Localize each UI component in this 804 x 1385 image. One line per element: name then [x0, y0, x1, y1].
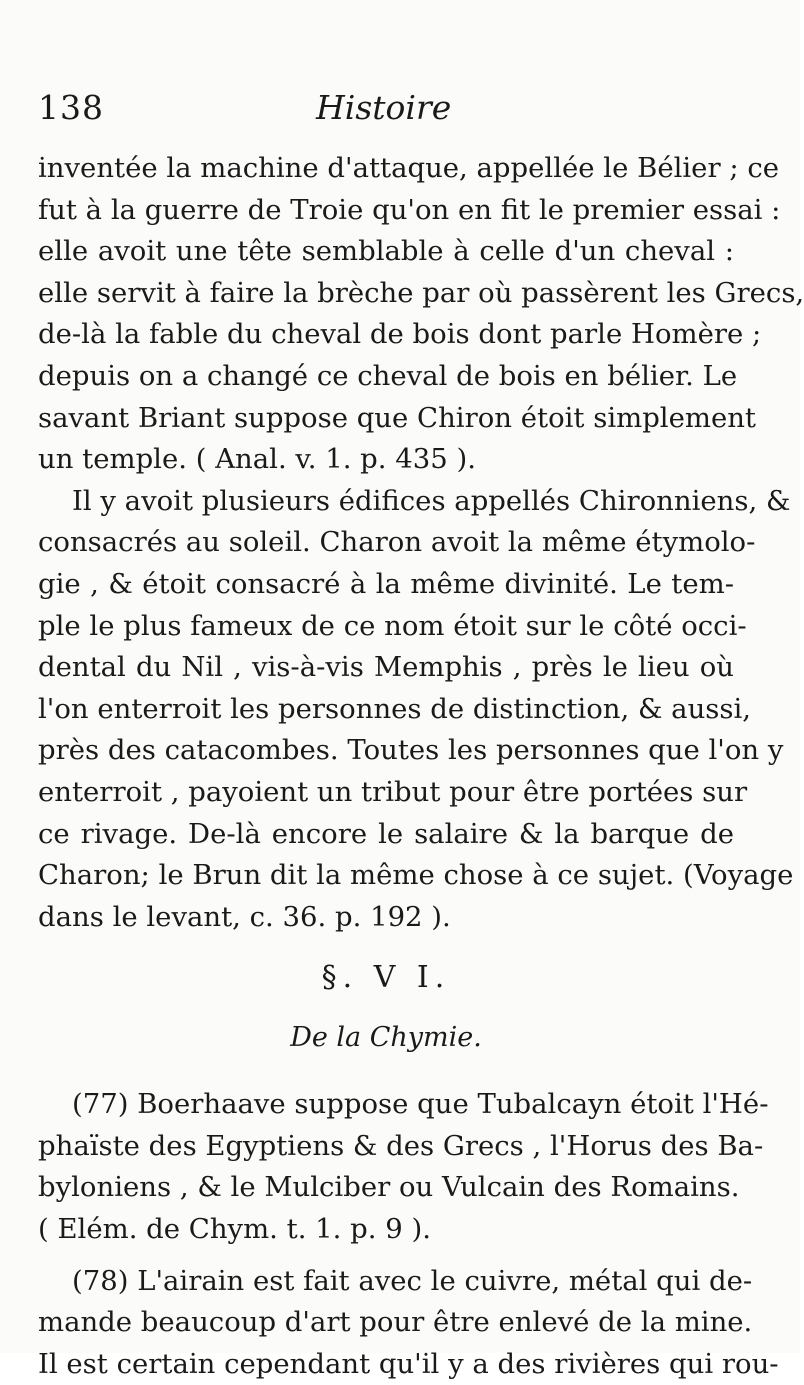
- text-line: un temple. ( Anal. v. 1. p. 435 ).: [38, 443, 476, 476]
- text-line: (77) Boerhaave suppose que Tubalcayn étoit l'Hé-: [72, 1088, 769, 1121]
- page-number: 138: [38, 88, 104, 127]
- page-header: [38, 88, 738, 132]
- text-line: ( Elém. de Chym. t. 1. p. 9 ).: [38, 1213, 431, 1246]
- section-title: De la Chymie.: [290, 1022, 482, 1054]
- text-line: Il est certain cependant qu'il y a des rivières qui rou-: [38, 1347, 779, 1380]
- text-line: ce rivage. De-là encore le salaire & la barque de: [38, 817, 734, 850]
- text-line: elle avoit une tête semblable à celle d'un cheval :: [38, 235, 734, 268]
- text-line: dans le levant, c. 36. p. 192 ).: [38, 900, 451, 933]
- text-line: Il y avoit plusieurs édifices appellés Chironniens, &: [72, 484, 791, 517]
- text-line: dental du Nil , vis-à-vis Memphis , près le lieu où: [38, 651, 734, 684]
- text-line: mande beaucoup d'art pour être enlevé de la mine.: [38, 1306, 753, 1339]
- text-line: fut à la guerre de Troie qu'on en fit le premier essai :: [38, 193, 781, 226]
- footnote-78: [38, 1261, 779, 1385]
- footnote-77: [38, 1084, 769, 1250]
- text-line: savant Briant suppose que Chiron étoit simplement: [38, 401, 756, 434]
- text-line: depuis on a changé ce cheval de bois en bélier. Le: [38, 359, 738, 392]
- text-line: elle servit à faire la brèche par où passèrent les Grecs,: [38, 276, 804, 309]
- paragraph-gap: [38, 1251, 734, 1261]
- text-line: ple le plus fameux de ce nom étoit sur le côté occi-: [38, 609, 747, 642]
- text-line: gie , & étoit consacré à la même divinité. Le tem-: [38, 567, 734, 600]
- body-text: [38, 148, 804, 1385]
- text-line: inventée la machine d'attaque, appellée le Bélier ; ce: [38, 152, 780, 184]
- text-line: l'on enterroit les personnes de distinction, & aussi,: [38, 692, 752, 725]
- text-line: (78) L'airain est fait avec le cuivre, métal qui de-: [72, 1264, 753, 1297]
- text-line: phaïste des Egyptiens & des Grecs , l'Horus des Ba-: [38, 1129, 764, 1162]
- text-line: près des catacombes. Toutes les personnes que l'on y: [38, 734, 784, 767]
- text-line: enterroit , payoient un tribut pour être portées sur: [38, 775, 748, 808]
- text-line: Charon; le Brun dit la même chose à ce sujet. (Voyage: [38, 859, 794, 892]
- paragraph-1: [38, 148, 804, 481]
- section-number: §. V I.: [321, 960, 451, 996]
- paragraph-2: [38, 481, 794, 939]
- running-title: Histoire: [316, 88, 452, 127]
- text-line: byloniens , & le Mulciber ou Vulcain des Romains.: [38, 1171, 740, 1204]
- text-line: de-là la fable du cheval de bois dont parle Homère ;: [38, 318, 762, 351]
- text-line: consacrés au soleil. Charon avoit la même étymolo-: [38, 526, 756, 559]
